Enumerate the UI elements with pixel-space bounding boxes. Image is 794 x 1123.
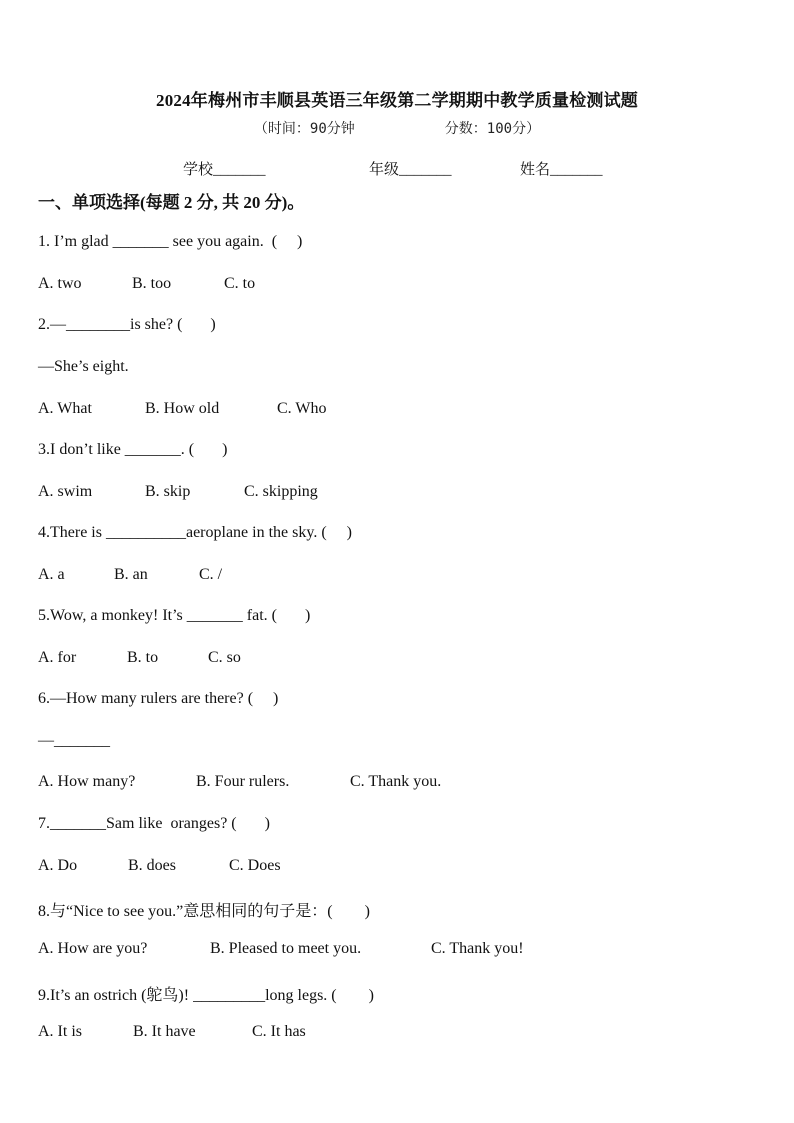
question-1-options [38,275,255,293]
school-field[interactable]: 学校_______ [183,162,266,178]
option-a[interactable]: A. It is [38,1023,82,1040]
question-3-options [38,483,318,501]
question-6-answer-line: —_______ [38,732,110,749]
option-c[interactable]: C. skipping [244,483,318,500]
question-2-stem: 2.—________is she? ( ) [38,316,216,333]
option-b[interactable]: B. does [128,857,176,874]
option-c[interactable]: C. Thank you! [431,940,524,957]
option-c[interactable]: C. so [208,649,241,666]
question-7-stem: 7._______Sam like oranges? ( ) [38,815,270,832]
question-8-options [38,940,524,958]
question-4-options [38,566,222,584]
option-b[interactable]: B. an [114,566,148,583]
question-7-options [38,857,281,875]
option-b[interactable]: B. Pleased to meet you. [210,940,362,957]
question-5-stem: 5.Wow, a monkey! It’s _______ fat. ( ) [38,607,311,624]
option-b[interactable]: B. It have [133,1023,196,1040]
option-a[interactable]: A. Do [38,857,78,874]
question-5-options [38,649,241,667]
option-b[interactable]: B. Four rulers. [196,773,290,790]
option-b[interactable]: B. too [132,275,172,292]
option-b[interactable]: B. to [127,649,159,666]
option-b[interactable]: B. skip [145,483,191,500]
question-2-answer-line: —She’s eight. [38,358,129,375]
option-c[interactable]: C. Who [277,400,327,417]
exam-title: 2024年梅州市丰顺县英语三年级第二学期期中教学质量检测试题 [156,91,638,110]
exam-subtitle [0,118,794,138]
question-6-stem: 6.—How many rulers are there? ( ) [38,690,279,707]
option-a[interactable]: A. for [38,649,77,666]
grade-field[interactable]: 年级_______ [369,162,452,178]
score-info: 分数：100分） [444,121,541,137]
question-3-stem: 3.I don’t like _______. ( ) [38,441,228,458]
option-c[interactable]: C. Does [229,857,281,874]
question-6-options [38,773,441,791]
question-9-options [38,1023,306,1041]
option-c[interactable]: C. to [224,275,256,292]
question-2-options [38,400,326,418]
option-c[interactable]: C. / [199,566,223,583]
name-field[interactable]: 姓名_______ [520,162,603,178]
question-4-stem: 4.There is __________aeroplane in the sky. ( ) [38,524,352,541]
time-info: （时间：90分钟 [253,121,355,137]
option-a[interactable]: A. a [38,566,65,583]
question-8-stem: 8.与“Nice to see you.”意思相同的句子是：( ) [38,903,370,920]
option-c[interactable]: C. Thank you. [350,773,442,790]
question-9-stem: 9.It’s an ostrich (鸵鸟)! _________long legs. ( ) [38,987,374,1004]
option-b[interactable]: B. How old [145,400,220,417]
option-a[interactable]: A. two [38,275,82,292]
option-a[interactable]: A. swim [38,483,93,500]
option-a[interactable]: A. How are you? [38,940,148,957]
option-c[interactable]: C. It has [252,1023,306,1040]
section-title: 一、单项选择(每题 2 分, 共 20 分)。 [38,193,305,212]
option-a[interactable]: A. How many? [38,773,136,790]
option-a[interactable]: A. What [38,400,92,417]
question-1-stem: 1. I’m glad _______ see you again. ( ) [38,233,303,250]
